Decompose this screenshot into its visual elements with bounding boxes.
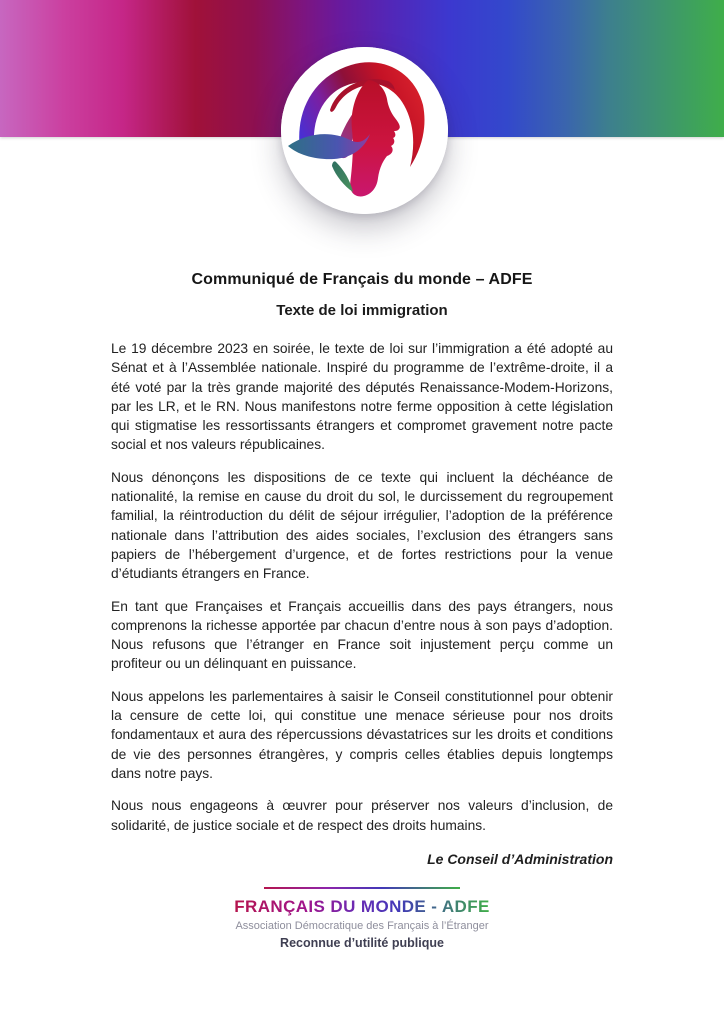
- footer-org-name: FRANÇAIS DU MONDE - ADFE: [234, 897, 490, 916]
- paragraph-2: Nous dénonçons les dispositions de ce texte qui incluent la déchéance de nationalité, la remise en cause du droit du sol, le durcissement du regroupement familial, la réintroduction du délit de séjour irrégulier, l’adoption de la préférence nationale dans l’attribution des aides sociales, l’exclusion des étrangers sans papiers de l’hébergement d’urgence, et de fortes restrictions pour la venue d’étudiants étrangers en France.: [111, 469, 613, 582]
- francais-du-monde-logo: [281, 47, 448, 214]
- paragraph-1: Le 19 décembre 2023 en soirée, le texte de loi sur l’immigration a été adopté au Sénat et à l’Assemblée nationale. Inspiré du programme de l’extrême-droite, il a été voté par la très grande majorité des députés Renaissance-Modem-Horizons, par les LR, et le RN. Nous manifestons notre ferme opposition à cette législation qui stigmatise les ressortissants étrangers et compromet gravement notre pacte social et nos valeurs républicaines.: [111, 341, 613, 453]
- paragraph-5: Nous nous engageons à œuvrer pour préserver nos valeurs d’inclusion, de solidarité, de justice sociale et de respect des droits humains.: [111, 798, 613, 833]
- page-subtitle: Texte de loi immigration: [276, 302, 448, 319]
- marianne-logo-icon: [281, 47, 448, 214]
- footer-org-status: Reconnue d’utilité publique: [280, 936, 444, 950]
- paragraph-3: En tant que Françaises et Français accueillis dans des pays étrangers, nous comprenons la richesse apportée par chacun d’entre nous à son pays d’adoption. Nous refusons que l’étranger en France soit injustement perçu comme un profiteur ou un délinquant en puissance.: [111, 598, 613, 672]
- page-title: Communiqué de Français du monde – ADFE: [191, 271, 533, 288]
- footer-org-subtitle: Association Démocratique des Français à l’Étranger: [235, 920, 489, 932]
- document-body: [111, 271, 613, 867]
- signature: Le Conseil d’Administration: [427, 850, 613, 867]
- footer-org-block: [0, 887, 724, 950]
- paragraph-4: Nous appelons les parlementaires à saisir le Conseil constitutionnel pour obtenir la censure de cette loi, qui constitue une menace sérieuse pour nos droits fondamentaux et aura des répercussions dévastatrices sur les droits et conditions de vie des personnes étrangères, y compris celles établies depuis longtemps dans notre pays.: [111, 688, 613, 781]
